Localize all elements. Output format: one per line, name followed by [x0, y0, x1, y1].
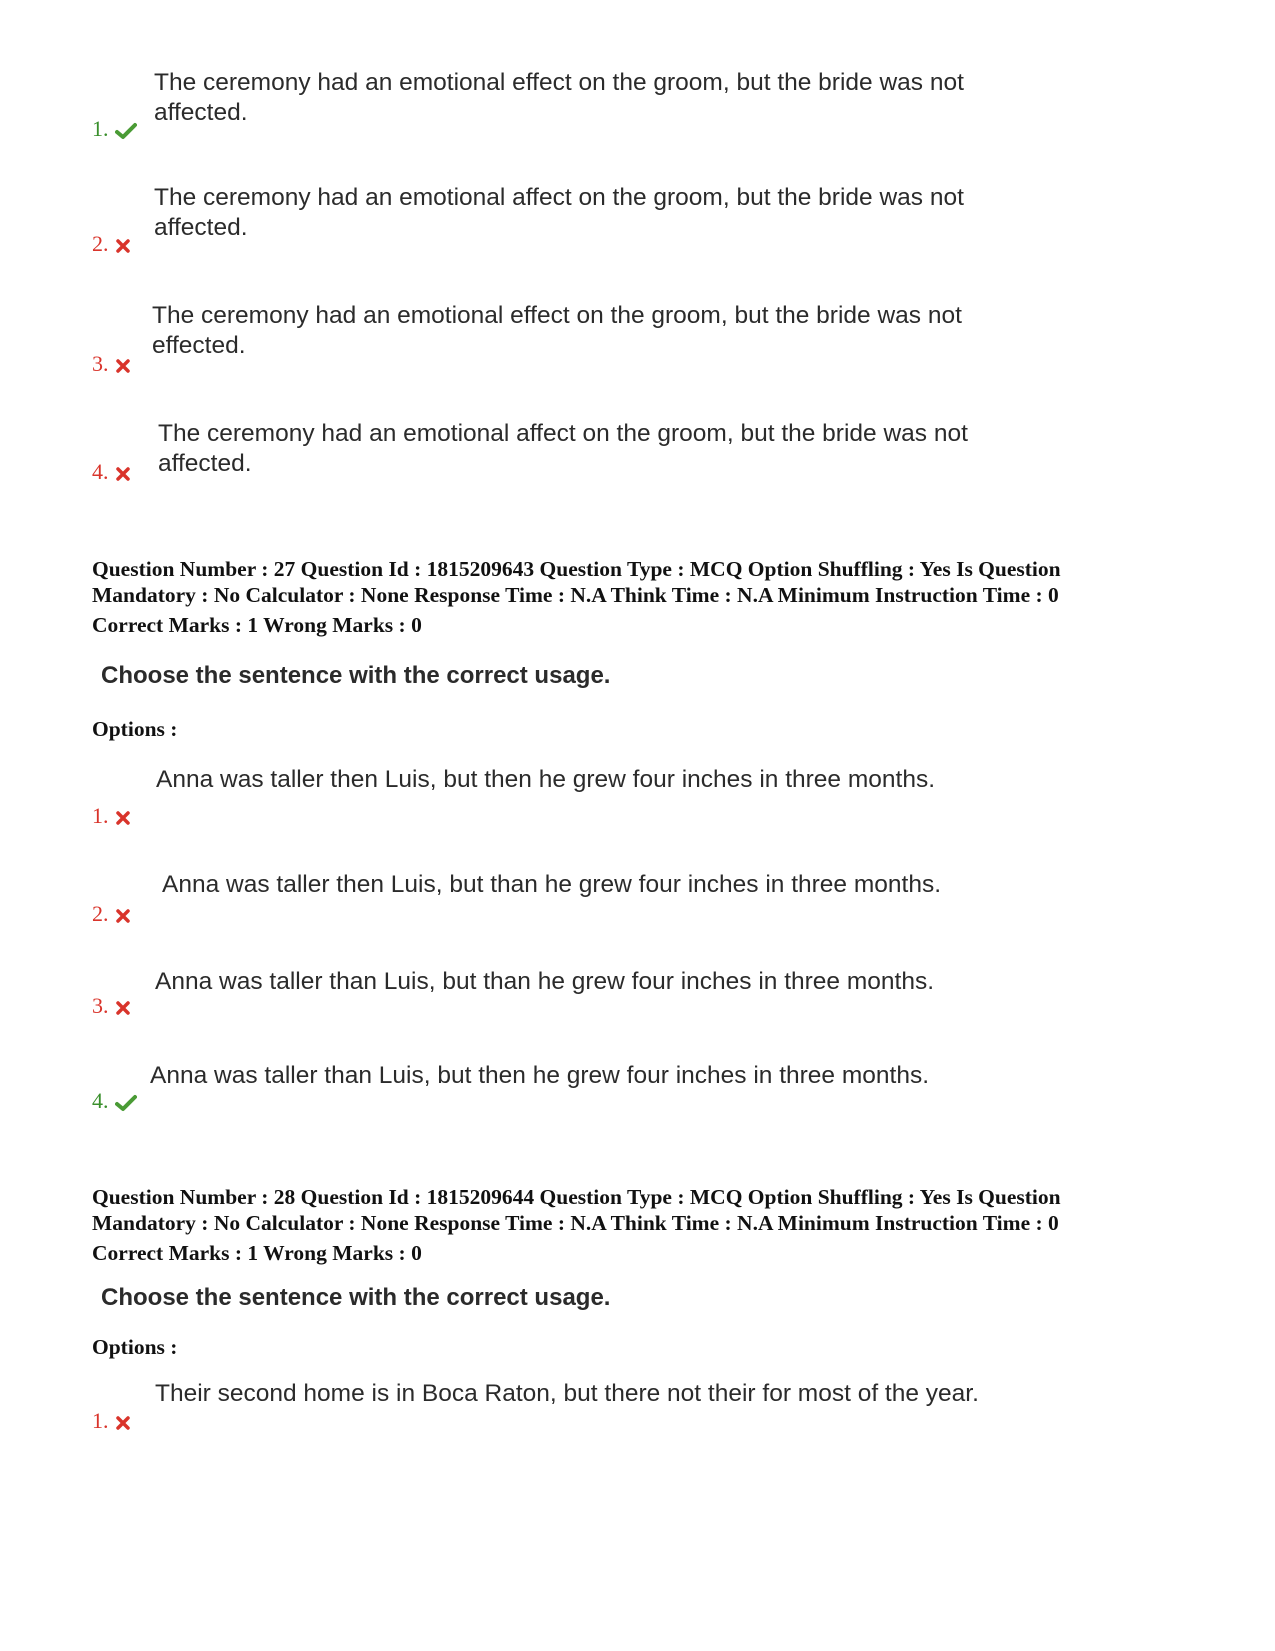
cross-icon: [115, 803, 131, 829]
option-text: Anna was taller than Luis, but than he grew four inches in three months.: [155, 968, 935, 995]
option-text: The ceremony had an emotional affect on the groom, but the bride was not affected.: [158, 420, 968, 477]
q27-option-4: [92, 1061, 1192, 1131]
cross-icon: [115, 459, 131, 485]
option-text: Their second home is in Boca Raton, but there not their for most of the year.: [155, 1380, 979, 1407]
option-text: Anna was taller then Luis, but then he grew four inches in three months.: [156, 766, 936, 793]
q28-option-1: [92, 1379, 1192, 1449]
q27-option-1: [92, 765, 1192, 835]
option-number: 2.: [92, 231, 131, 257]
meta-line: Question Number : 27 Question Id : 1815209643 Question Type : MCQ Option Shuffling : Yes Is Question: [92, 557, 1061, 581]
option-number: 1.: [92, 116, 137, 142]
meta-line: Question Number : 28 Question Id : 1815209644 Question Type : MCQ Option Shuffling : Yes Is Question: [92, 1185, 1061, 1209]
meta-line: Mandatory : No Calculator : None Response Time : N.A Think Time : N.A Minimum Instruction Time : 0: [92, 583, 1059, 607]
option-number: 3.: [92, 351, 131, 377]
prev-option-3: [92, 299, 1192, 379]
prev-option-2: [92, 181, 1192, 261]
option-text: The ceremony had an emotional effect on the groom, but the bride was not effected.: [152, 302, 962, 359]
question-28-text: Choose the sentence with the correct usage.: [101, 1284, 611, 1311]
q27-option-3: [92, 967, 1192, 1037]
marks-line: Correct Marks : 1 Wrong Marks : 0: [92, 613, 422, 637]
meta-line: Mandatory : No Calculator : None Response Time : N.A Think Time : N.A Minimum Instruction Time : 0: [92, 1211, 1059, 1235]
question-27-meta: [92, 556, 1212, 638]
option-text: Anna was taller than Luis, but then he grew four inches in three months.: [150, 1062, 930, 1089]
option-number: 4.: [92, 1088, 137, 1114]
question-27-text: Choose the sentence with the correct usage.: [101, 662, 611, 689]
option-number: 3.: [92, 993, 131, 1019]
option-number: 1.: [92, 1408, 131, 1434]
option-text: The ceremony had an emotional effect on the groom, but the bride was not affected.: [154, 69, 964, 126]
option-number: 4.: [92, 459, 131, 485]
marks-line: Correct Marks : 1 Wrong Marks : 0: [92, 1241, 422, 1265]
option-number: 1.: [92, 803, 131, 829]
prev-option-1: [92, 66, 1192, 146]
options-label: Options :: [92, 1335, 178, 1359]
option-number: 2.: [92, 901, 131, 927]
q27-option-2: [92, 870, 1192, 940]
cross-icon: [115, 993, 131, 1019]
check-icon: [115, 116, 137, 142]
cross-icon: [115, 351, 131, 377]
option-text: Anna was taller then Luis, but than he grew four inches in three months.: [162, 871, 942, 898]
cross-icon: [115, 231, 131, 257]
check-icon: [115, 1088, 137, 1114]
options-label: Options :: [92, 717, 178, 741]
option-text: The ceremony had an emotional affect on the groom, but the bride was not affected.: [154, 184, 964, 241]
prev-option-4: [92, 417, 1192, 497]
cross-icon: [115, 901, 131, 927]
question-28-meta: [92, 1184, 1212, 1266]
cross-icon: [115, 1408, 131, 1434]
